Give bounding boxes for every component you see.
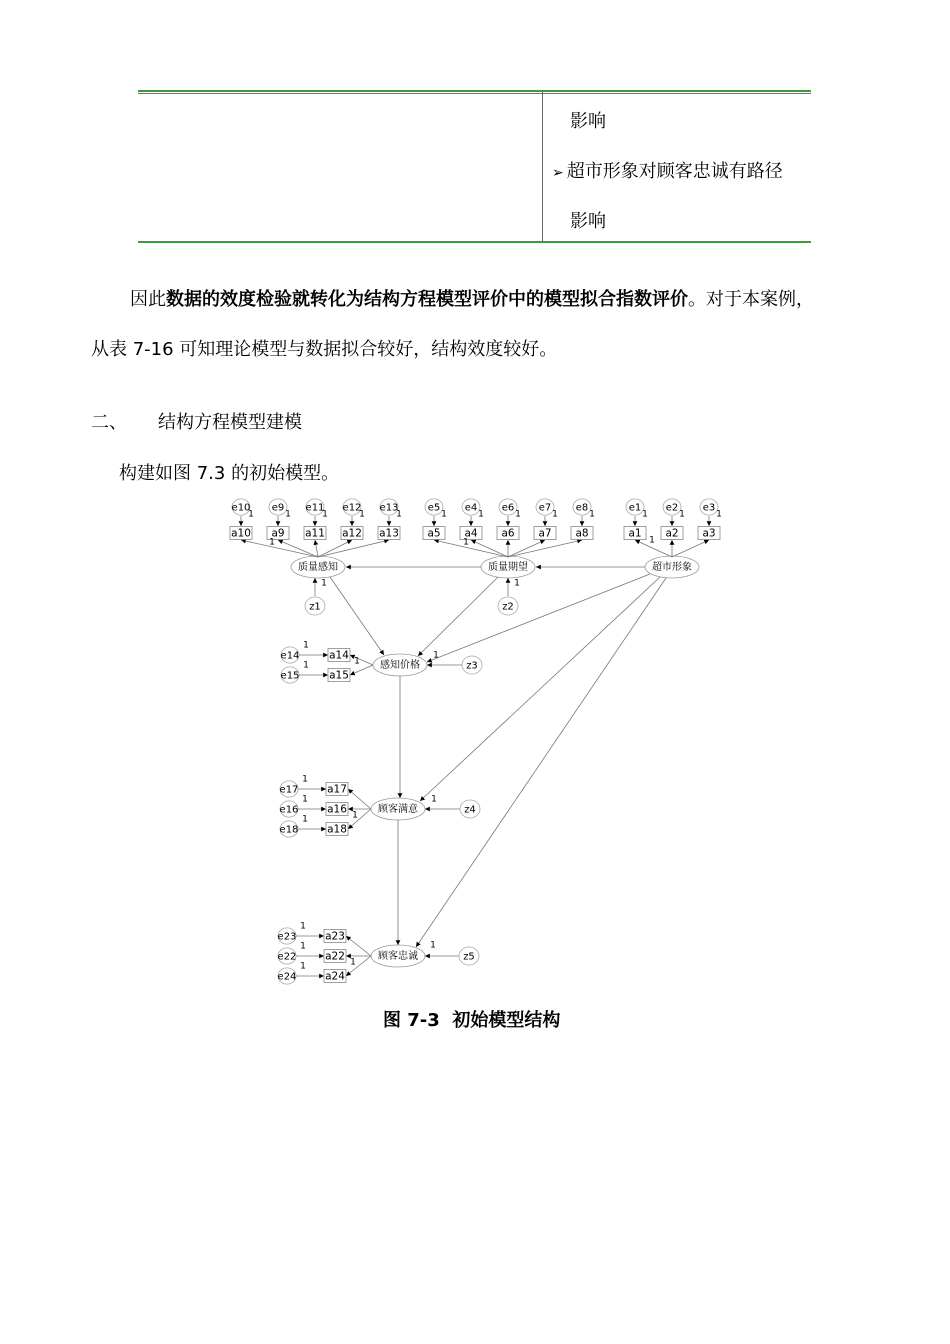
indicator-label: a1: [628, 527, 642, 540]
indicator-label: a13: [379, 527, 399, 540]
loading-label: 1: [463, 537, 469, 548]
structural-path: [420, 577, 660, 801]
indicator-label: a10: [231, 527, 251, 540]
loading-label: 1: [350, 957, 356, 968]
error-label: z4: [464, 804, 476, 816]
error-label: e4: [464, 502, 478, 514]
loading-arrow: [350, 665, 373, 675]
figure-caption-number: 图 7-3: [383, 1010, 440, 1031]
error-label: e11: [305, 502, 325, 514]
paragraph-end: 。对于本案例，: [688, 289, 814, 310]
paragraph-line2: 从表 7-16 可知理论模型与数据拟合较好，结构效度较好。: [91, 339, 558, 360]
loading-label: 1: [478, 509, 484, 520]
loading-arrow: [346, 936, 371, 956]
loading-arrow: [348, 789, 371, 809]
loading-label: 1: [433, 650, 439, 661]
indicator-label: a18: [327, 823, 347, 836]
error-label: e3: [702, 502, 716, 514]
loading-arrow: [241, 537, 318, 557]
error-label: e2: [665, 502, 679, 514]
structural-path: [416, 578, 666, 947]
error-label: z3: [466, 660, 478, 672]
loading-label: 1: [441, 509, 447, 520]
figure-caption-title: 初始模型结构: [452, 1010, 561, 1031]
loading-label: 1: [302, 794, 308, 805]
error-label: e14: [280, 650, 300, 662]
error-label: e15: [280, 670, 300, 682]
loading-label: 1: [514, 578, 520, 589]
loading-label: 1: [431, 794, 437, 805]
loading-label: 1: [303, 640, 309, 651]
loading-label: 1: [300, 941, 306, 952]
error-label: e16: [279, 804, 299, 816]
loading-arrow: [471, 540, 508, 557]
indicator-label: a12: [342, 527, 362, 540]
error-label: e5: [427, 502, 441, 514]
indicator-label: a8: [575, 527, 589, 540]
loading-label: 1: [248, 509, 254, 520]
indicator-label: a11: [305, 527, 325, 540]
structural-path: [418, 577, 498, 656]
indicator-label: a5: [427, 527, 441, 540]
intro-text: 构建如图 7.3 的初始模型。: [119, 463, 340, 484]
indicator-label: a24: [325, 970, 345, 983]
indicator-label: a23: [325, 930, 345, 943]
error-label: e6: [501, 502, 515, 514]
error-label: e24: [277, 971, 297, 983]
error-label: z1: [309, 601, 321, 613]
table-cell-line2-text: 超市形象对顾客忠诚有路径: [566, 161, 783, 182]
indicator-label: a7: [538, 527, 552, 540]
loading-arrow: [278, 540, 318, 557]
table-cell-line3: 影响: [570, 211, 606, 232]
error-label: e7: [538, 502, 552, 514]
error-label: z5: [463, 951, 475, 963]
loading-label: 1: [269, 537, 275, 548]
structural-path: [330, 577, 384, 655]
error-label: e1: [628, 502, 642, 514]
loading-label: 1: [322, 509, 328, 520]
loading-label: 1: [285, 509, 291, 520]
error-label: e13: [379, 502, 399, 514]
loading-arrow: [508, 540, 545, 557]
loading-label: 1: [679, 509, 685, 520]
paragraph-bold: 数据的效度检验就转化为结构方程模型评价中的模型拟合指数评价: [166, 289, 688, 310]
latent-label: 质量期望: [488, 562, 528, 573]
loading-label: 1: [300, 921, 306, 932]
loading-arrow: [315, 540, 318, 557]
section-title: 结构方程模型建模: [158, 412, 302, 433]
loading-arrow: [434, 537, 508, 557]
loading-label: 1: [354, 656, 360, 667]
error-label: e22: [277, 951, 297, 963]
loading-label: 1: [300, 961, 306, 972]
loading-label: 1: [589, 509, 595, 520]
loading-label: 1: [321, 578, 327, 589]
paragraph-start: 因此: [130, 289, 166, 310]
loading-label: 1: [302, 774, 308, 785]
loading-label: 1: [430, 940, 436, 951]
loading-label: 1: [552, 509, 558, 520]
loading-arrow: [318, 540, 389, 557]
indicator-label: a2: [665, 527, 679, 540]
indicator-label: a15: [329, 669, 349, 682]
loading-label: 1: [359, 509, 365, 520]
figure-caption: [383, 1006, 560, 1032]
error-label: e18: [279, 824, 299, 836]
latent-label: 顾客忠诚: [378, 951, 418, 962]
loading-label: 1: [396, 509, 402, 520]
loading-label: 1: [352, 810, 358, 821]
indicator-label: a4: [464, 527, 478, 540]
loading-arrow: [672, 540, 709, 557]
loading-label: 1: [302, 814, 308, 825]
loading-arrow: [318, 540, 352, 557]
table-cell-line1: 影响: [570, 111, 606, 132]
arrow-bullet-icon: ➢: [552, 165, 564, 181]
error-label: e23: [277, 931, 297, 943]
loading-arrow: [508, 540, 582, 557]
section-number: 二、: [91, 412, 127, 433]
latent-label: 超市形象: [652, 562, 692, 573]
error-label: e12: [342, 502, 362, 514]
latent-label: 感知价格: [380, 660, 420, 671]
latent-label: 质量感知: [298, 562, 338, 573]
error-label: e10: [231, 502, 251, 514]
indicator-label: a14: [329, 649, 349, 662]
loading-label: 1: [515, 509, 521, 520]
indicator-label: a9: [271, 527, 285, 540]
indicator-label: a22: [325, 950, 345, 963]
indicator-label: a3: [702, 527, 716, 540]
loading-label: 1: [716, 509, 722, 520]
indicator-label: a6: [501, 527, 515, 540]
error-label: e17: [279, 784, 299, 796]
loading-label: 1: [642, 509, 648, 520]
loading-label: 1: [649, 535, 655, 546]
indicator-label: a17: [327, 783, 347, 796]
indicator-label: a16: [327, 803, 347, 816]
error-label: e9: [271, 502, 285, 514]
loading-label: 1: [303, 660, 309, 671]
latent-label: 顾客满意: [378, 804, 418, 815]
error-label: z2: [502, 601, 514, 613]
error-label: e8: [575, 502, 589, 514]
